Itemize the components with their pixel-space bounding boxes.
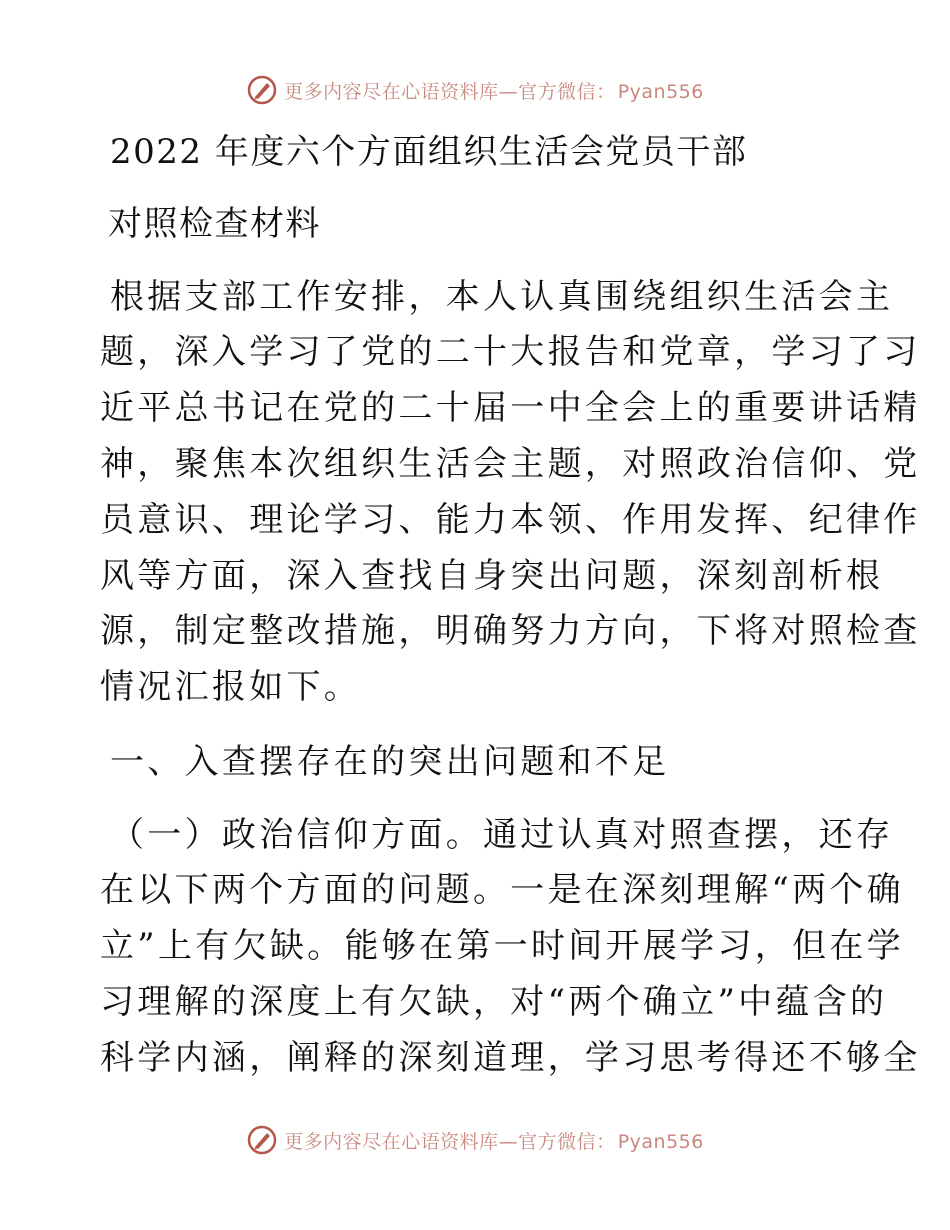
- watermark-text: 更多内容尽在心语资料库—官方微信： Pyan556: [284, 1130, 704, 1153]
- intro-line: 情况汇报如下。: [100, 667, 362, 707]
- subsection-line: 在以下两个方面的问题。一是在深刻理解“两个确: [100, 870, 904, 910]
- intro-line: 近平总书记在党的二十届一中全会上的重要讲话精: [100, 388, 921, 428]
- watermark-text: 更多内容尽在心语资料库—官方微信： Pyan556: [284, 80, 704, 103]
- section-heading: 一、入查摆存在的突出问题和不足: [110, 742, 670, 782]
- intro-line: 员意识、理论学习、能力本领、作用发挥、纪律作: [100, 500, 921, 540]
- intro-line: 根据支部工作安排，本人认真围绕组织生活会主: [110, 277, 894, 317]
- intro-line: 神，聚焦本次组织生活会主题，对照政治信仰、党: [100, 444, 921, 484]
- document-subtitle: 对照检查材料: [108, 204, 321, 244]
- intro-line: 风等方面，深入查找自身突出问题，深刻剖析根: [100, 556, 884, 596]
- quill-pen-icon: [246, 74, 278, 106]
- intro-line: 题，深入学习了党的二十大报告和党章，学习了习: [100, 332, 921, 372]
- quill-pen-icon: [246, 1124, 278, 1156]
- watermark-banner-top: [0, 70, 950, 110]
- subsection-line: 习理解的深度上有欠缺，对“两个确立”中蕴含的: [100, 982, 888, 1022]
- document-title: 2022 年度六个方面组织生活会党员干部: [110, 132, 748, 172]
- subsection-line: 科学内涵，阐释的深刻道理，学习思考得还不够全: [100, 1038, 921, 1078]
- watermark-banner-bottom: [0, 1120, 950, 1160]
- subsection-line: 立”上有欠缺。能够在第一时间开展学习，但在学: [100, 926, 904, 966]
- intro-line: 源，制定整改措施，明确努力方向，下将对照检查: [100, 611, 921, 651]
- subsection-line: （一）政治信仰方面。通过认真对照查摆，还存: [110, 815, 894, 855]
